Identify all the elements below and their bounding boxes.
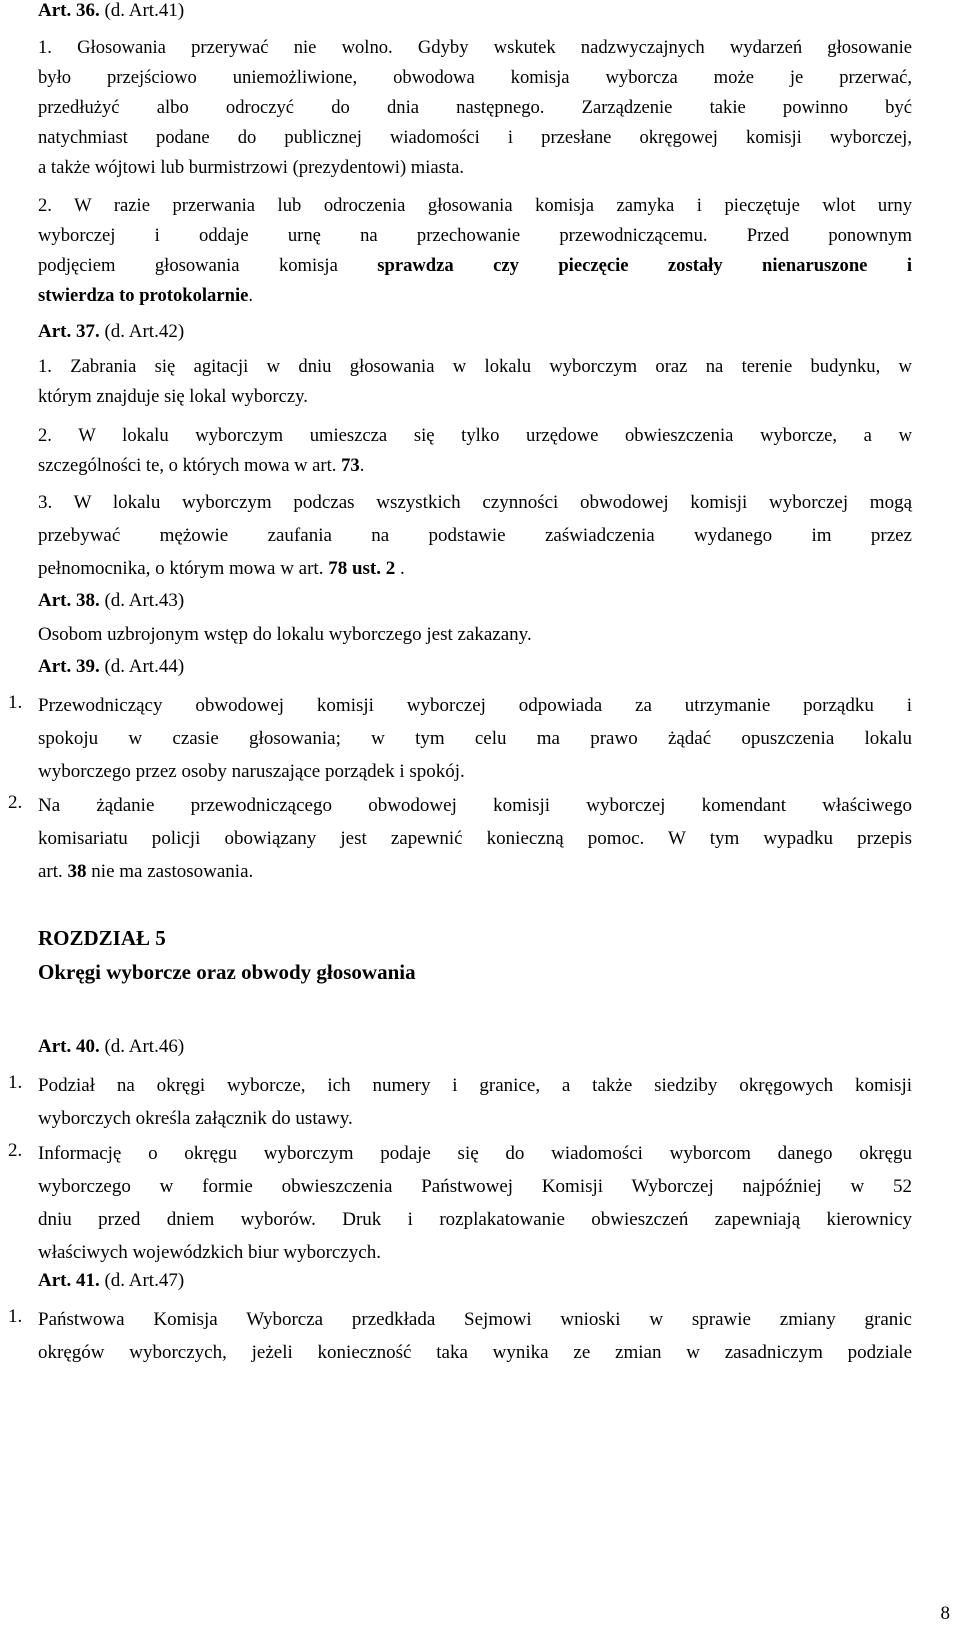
- text-line: natychmiast podane do publicznej wiadomości i przesłane okręgowej komisji wyborczej,: [38, 127, 912, 148]
- article-reference: (d. Art.43): [104, 590, 185, 611]
- article-number: Art. 39.: [38, 656, 100, 677]
- article-40-heading: [38, 1036, 184, 1058]
- article-37-heading: [38, 321, 184, 343]
- text-line: Państwowa Komisja Wyborcza przedkłada Sejmowi wnioski w sprawie zmiany granic: [38, 1309, 912, 1330]
- text-line: 2. W razie przerwania lub odroczenia głosowania komisja zamyka i pieczętuje wlot urny: [38, 195, 912, 216]
- article-38-heading: [38, 590, 184, 612]
- article-reference: (d. Art.44): [104, 656, 185, 677]
- text-span: .: [395, 558, 405, 579]
- text-line: wyborczej i oddaje urnę na przechowanie przewodniczącemu. Przed ponownym: [38, 225, 912, 246]
- article-38-text: Osobom uzbrojonym wstęp do lokalu wyborczego jest zakazany.: [38, 624, 532, 645]
- article-number: Art. 37.: [38, 321, 100, 342]
- item-number: 2.: [8, 1140, 23, 1161]
- text-line: a także wójtowi lub burmistrzowi (prezydentowi) miasta.: [38, 157, 464, 178]
- article-36-paragraph-2: [38, 191, 912, 311]
- article-number: Art. 36.: [38, 0, 100, 21]
- article-41-heading: [38, 1270, 184, 1292]
- article-number: Art. 41.: [38, 1270, 100, 1291]
- text-line: 3. W lokalu wyborczym podczas wszystkich czynności obwodowej komisji wyborczej mogą: [38, 492, 912, 513]
- text-span: .: [359, 455, 365, 476]
- text-line: komisariatu policji obowiązany jest zapewnić konieczną pomoc. W tym wypadku przepis: [38, 828, 912, 849]
- page-number: 8: [940, 1603, 950, 1624]
- item-number: 2.: [8, 792, 23, 813]
- text-span: .: [248, 285, 254, 306]
- text-line: którym znajduje się lokal wyborczy.: [38, 386, 308, 407]
- article-number: Art. 38.: [38, 590, 100, 611]
- text-span: nie ma zastosowania.: [91, 861, 254, 882]
- text-line-mixed: [38, 251, 912, 281]
- text-span: art.: [38, 861, 63, 882]
- text-line: 1. Głosowania przerywać nie wolno. Gdyby wskutek nadzwyczajnych wydarzeń głosowanie: [38, 37, 912, 58]
- article-number: Art. 40.: [38, 1036, 100, 1057]
- bold-text-span: 78 ust. 2: [328, 558, 396, 579]
- text-span: szczególności te, o których mowa w art.: [38, 455, 337, 476]
- article-36-paragraph-1: [38, 33, 912, 183]
- text-line-mixed: [38, 451, 912, 481]
- item-number: 1.: [8, 1306, 23, 1327]
- bold-text-span: sprawdza czy pieczęcie zostały nienaruszone i: [377, 255, 913, 276]
- article-40-item-1: [38, 1069, 912, 1135]
- article-40-item-2: [38, 1137, 912, 1269]
- text-line: 1. Zabrania się agitacji w dniu głosowania w lokalu wyborczym oraz na terenie budynku, w: [38, 356, 912, 377]
- text-line: przedłużyć albo odroczyć do dnia następnego. Zarządzenie takie powinno być: [38, 97, 912, 118]
- chapter-label: ROZDZIAŁ 5: [38, 926, 166, 950]
- text-line: spokoju w czasie głosowania; w tym celu ma prawo żądać opuszczenia lokalu: [38, 728, 912, 749]
- article-39-item-2: [38, 789, 912, 888]
- text-line: 2. W lokalu wyborczym umieszcza się tylko urzędowe obwieszczenia wyborcze, a w: [38, 425, 912, 446]
- text-line: Podział na okręgi wyborcze, ich numery i granice, a także siedziby okręgowych komisji: [38, 1075, 912, 1096]
- text-line-mixed: [38, 552, 912, 585]
- text-line: właściwych wojewódzkich biur wyborczych.: [38, 1242, 381, 1263]
- article-reference: (d. Art.46): [104, 1036, 185, 1057]
- text-span: pełnomocnika, o którym mowa w art.: [38, 558, 324, 579]
- text-line: okręgów wyborczych, jeżeli konieczność taka wynika ze zmian w zasadniczym podziale: [38, 1342, 912, 1363]
- text-line: Na żądanie przewodniczącego obwodowej komisji wyborczej komendant właściwego: [38, 795, 912, 816]
- text-line: przebywać mężowie zaufania na podstawie zaświadczenia wydanego im przez: [38, 525, 912, 546]
- chapter-title: Okręgi wyborcze oraz obwody głosowania: [38, 960, 416, 984]
- text-line-mixed: [38, 855, 912, 888]
- text-line: Przewodniczący obwodowej komisji wyborczej odpowiada za utrzymanie porządku i: [38, 695, 912, 716]
- item-number: 1.: [8, 692, 23, 713]
- article-reference: (d. Art.47): [104, 1270, 185, 1291]
- text-line: dniu przed dniem wyborów. Druk i rozplakatowanie obwieszczeń zapewniają kierownicy: [38, 1209, 912, 1230]
- article-37-paragraph-1: [38, 352, 912, 412]
- item-number: 1.: [8, 1072, 23, 1093]
- article-37-paragraph-2: [38, 421, 912, 481]
- text-line: Informację o okręgu wyborczym podaje się do wiadomości wyborcom danego okręgu: [38, 1143, 912, 1164]
- article-36-heading: [38, 0, 184, 22]
- text-span: podjęciem głosowania komisja: [38, 255, 338, 276]
- article-39-item-1: [38, 689, 912, 788]
- bold-text-span: stwierdza to protokolarnie: [38, 285, 249, 306]
- text-line-mixed: [38, 281, 912, 311]
- text-line: wyborczego w formie obwieszczenia Państwowej Komisji Wyborczej najpóźniej w 52: [38, 1176, 912, 1197]
- bold-text-span: 73: [341, 455, 360, 476]
- text-line: wyborczych określa załącznik do ustawy.: [38, 1108, 353, 1129]
- bold-text-span: 38: [67, 861, 87, 882]
- article-37-paragraph-3: [38, 486, 912, 585]
- article-reference: (d. Art.42): [104, 321, 185, 342]
- text-line: wyborczego przez osoby naruszające porządek i spokój.: [38, 761, 465, 782]
- text-line: było przejściowo uniemożliwione, obwodowa komisja wyborcza może je przerwać,: [38, 67, 912, 88]
- article-39-heading: [38, 656, 184, 678]
- article-41-item-1: [38, 1303, 912, 1369]
- article-reference: (d. Art.41): [104, 0, 185, 21]
